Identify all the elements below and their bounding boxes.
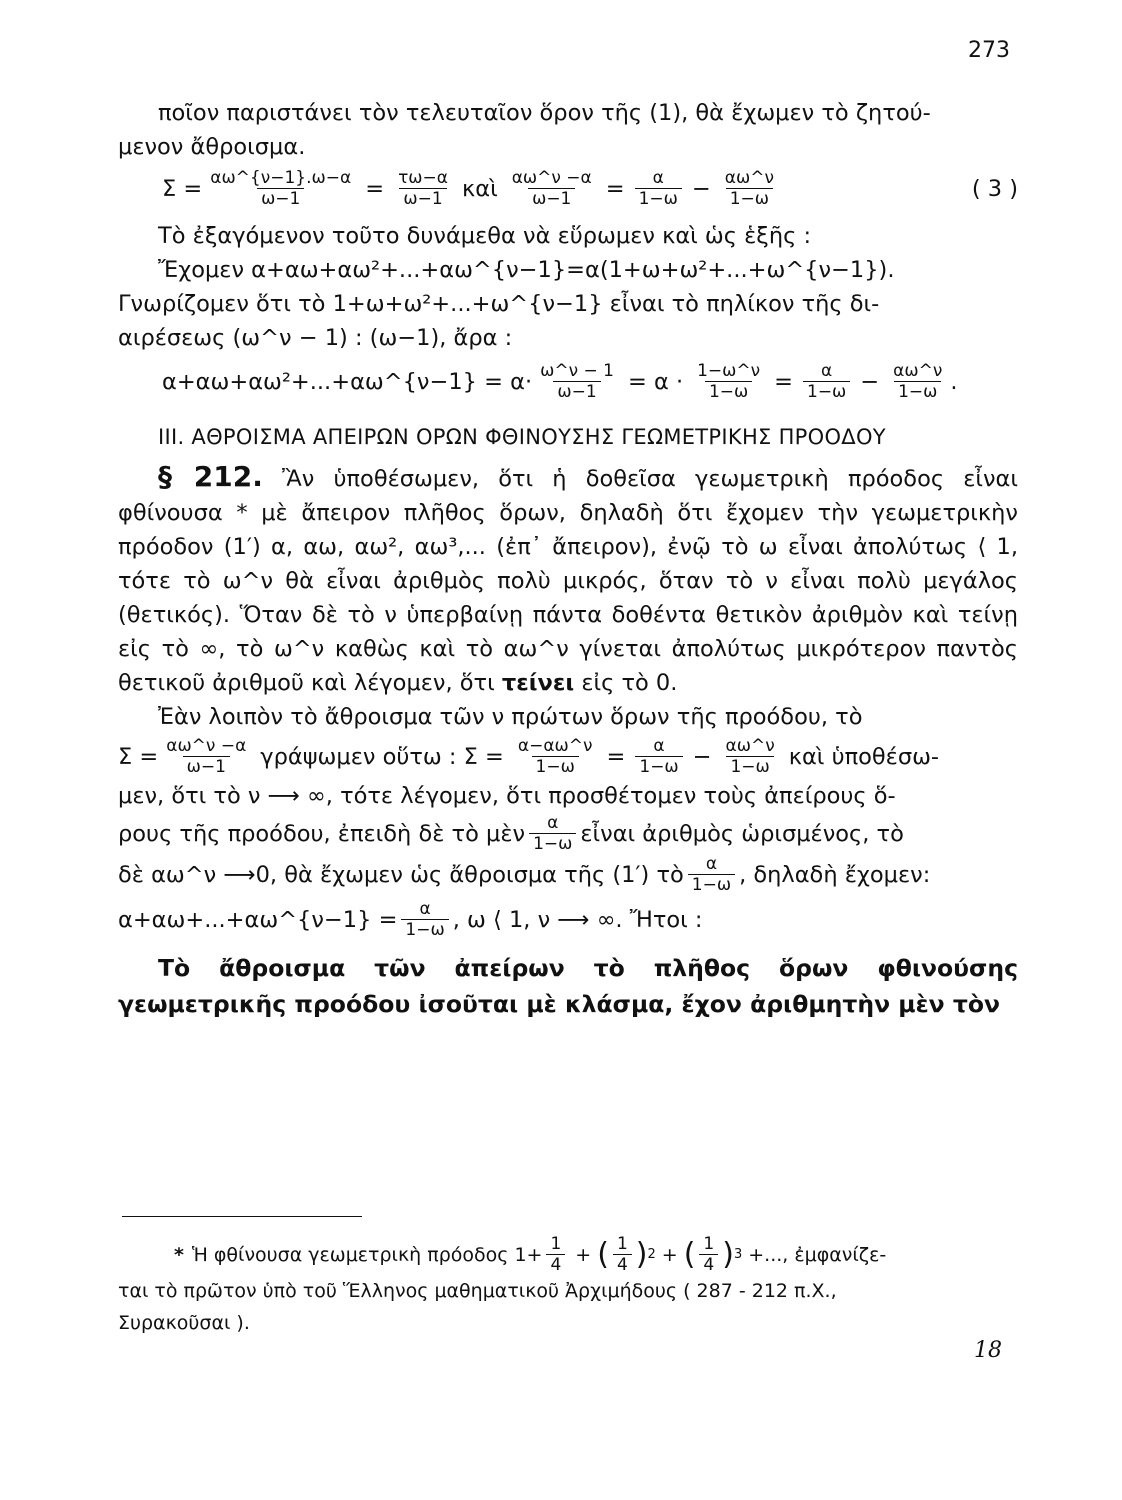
eqsum-f1-num: ω^ν − 1 xyxy=(540,361,614,381)
eqsigma-f4-num: αω^ν xyxy=(725,736,775,756)
para3-line-3b: , δηλαδὴ ἔχομεν: xyxy=(739,861,931,888)
eqsum-frac-4 xyxy=(889,361,946,402)
eqsigma-f1-num: αω^ν −α xyxy=(166,736,247,756)
eqsigma-text-2: καὶ ὑποθέσω- xyxy=(788,743,940,770)
footnote-f2-num: 1 xyxy=(616,1234,628,1254)
eqsigma-frac-1 xyxy=(162,736,250,777)
eq3-equals-2: = xyxy=(605,175,625,202)
footnote-paren-close-1: ) xyxy=(635,1236,648,1272)
eqsigma-frac-3 xyxy=(635,736,682,777)
derive-line-1: Τὸ ἐξαγόμενον τοῦτο δυνάμεθα νὰ εὕρωμεν καὶ ὡς ἑξῆς : xyxy=(158,223,812,249)
footnote-f1-num: 1 xyxy=(550,1234,562,1254)
eqsum-f2-num: 1−ω^ν xyxy=(697,361,761,381)
section-212 xyxy=(118,460,1018,700)
footnote-exp-3: 3 xyxy=(733,1246,743,1262)
eq3-frac-2 xyxy=(394,168,452,209)
para3-line-2 xyxy=(118,813,1018,854)
eqsigma-text-1: γράψωμεν οὕτω : Σ = xyxy=(260,743,504,770)
eqsum-f4-num: αω^ν xyxy=(893,361,943,381)
eq3-f3-num: αω^ν −α xyxy=(511,168,592,188)
section-heading: III. ΑΘΡΟΙΣΜΑ ΑΠΕΙΡΩΝ ΟΡΩΝ ΦΘΙΝΟΥΣΗΣ ΓΕΩΜΕΤΡΙΚΗΣ ΠΡΟΟΔΟΥ xyxy=(158,425,886,449)
eqinf-rhs: , ω ⟨ 1, ν ⟶ ∞. Ἤτοι : xyxy=(452,906,703,933)
footnote-rule xyxy=(122,1216,362,1217)
eqsigma-f2-den: 1−ω xyxy=(532,756,579,777)
footnote-f3-den: 4 xyxy=(699,1254,718,1275)
eqsigma-sigma: Σ = xyxy=(118,743,159,770)
eq3-f1-den: ω−1 xyxy=(257,188,304,209)
para3-f1-num: α xyxy=(547,813,559,833)
eqsum-f2-den: 1−ω xyxy=(705,381,752,402)
eqsigma-f2-num: α−αω^ν xyxy=(517,736,593,756)
para3-f2-den: 1−ω xyxy=(688,874,735,895)
eq3-frac-5 xyxy=(721,168,778,209)
eq3-and: καὶ xyxy=(461,175,498,202)
footnote-paren-open-1: ( xyxy=(597,1236,609,1272)
eq3-f4-den: 1−ω xyxy=(635,188,682,209)
section-text: Ἂν ὑποθέσωμεν, ὅτι ἡ δοθεῖσα γεωμετρικὴ πρόοδος εἶναι φθίνουσα * μὲ ἄπειρον πλῆθος ὅρων, δηλαδὴ ὅτι ἔχομεν τὴν γεωμετρικὴν πρόοδον (1′) α, αω, αω², αω³,... (ἐπ᾽ ἄπειρον), ἐνῷ τὸ ω εἶναι ἀπολύτως ⟨ 1, τότε τὸ ω^ν θὰ εἶναι ἀριθμὸς πολὺ μικρός, ὅταν τὸ ν εἶναι πολὺ μεγάλος (θετικός). Ὅταν δὲ τὸ ν ὑπερβαίνῃ πάντα δοθέντα θετικὸν ἀριθμὸν καὶ τείνῃ εἰς τὸ ∞, τὸ ω^ν καθὼς καὶ τὸ αω^ν γίνεται ἀπολύτως μικρότερον παντὸς θετικοῦ ἀριθμοῦ καὶ λέγομεν, ὅτι xyxy=(118,466,1018,696)
footnote-paren-open-2: ( xyxy=(683,1236,696,1272)
eqsigma-f3-num: α xyxy=(653,736,665,756)
eqsum-f3-num: α xyxy=(821,361,833,381)
eqsum-end: . xyxy=(950,368,958,395)
eq3-f4-num: α xyxy=(652,168,664,188)
derive-line-3: Γνωρίζομεν ὅτι τὸ 1+ω+ω²+...+ω^{ν−1} εἶναι τὸ πηλίκον τῆς δι- xyxy=(118,291,880,317)
footnote-exp-2: 2 xyxy=(647,1246,656,1262)
section-tail: εἰς τὸ 0. xyxy=(581,670,678,696)
eq3-tag: ( 3 ) xyxy=(971,175,1018,202)
eq3-minus: − xyxy=(691,175,711,202)
footnote-frac-2 xyxy=(613,1234,632,1275)
section-bold-word: τείνει xyxy=(501,670,575,696)
eqsum-f1-den: ω−1 xyxy=(553,381,600,402)
eqsigma-minus: − xyxy=(692,743,712,770)
footnote-line-1 xyxy=(174,1234,1028,1275)
main-text xyxy=(118,96,1018,1022)
eqsigma-f1-den: ω−1 xyxy=(183,756,230,777)
footnote-frac-3 xyxy=(699,1234,718,1275)
sheet-number: 18 xyxy=(974,1338,1002,1363)
footnote-line-3: Συρακοῦσαι ). xyxy=(118,1312,250,1334)
intro-line-2: μενον ἄθροισμα. xyxy=(118,134,306,160)
eqinf-lhs: α+αω+...+αω^{ν−1} = xyxy=(118,906,398,933)
para3-line-2a: ρους τῆς προόδου, ἐπειδὴ δὲ τὸ μὲν xyxy=(118,820,526,847)
eq3-equals: = xyxy=(365,175,385,202)
page-number: 273 xyxy=(968,38,1010,63)
para3-frac-1 xyxy=(529,813,576,854)
theorem-text: Τὸ ἄθροισμα τῶν ἀπείρων τὸ πλῆθος ὅρων φθινούσης γεωμετρικῆς προόδου ἰσοῦται μὲ κλάσμα, ἔχον ἀριθμητὴν μὲν τὸν xyxy=(118,954,1018,1018)
footnote-paren-close-2: ) xyxy=(722,1236,734,1272)
footnote-f2-den: 4 xyxy=(613,1254,632,1275)
eq3-f1-num: αω^{ν−1}.ω−α xyxy=(210,168,352,188)
derive-line-4: αιρέσεως (ω^ν − 1) : (ω−1), ἄρα : xyxy=(118,325,513,351)
intro-line-1: ποῖον παριστάνει τὸν τελευταῖον ὅρον τῆς (1), θὰ ἔχωμεν τὸ ζητού- xyxy=(158,100,931,126)
footnote-f3-num: 1 xyxy=(703,1234,715,1254)
para3-frac-2 xyxy=(688,854,735,895)
para3-line-3a: δὲ αω^ν ⟶0, θὰ ἔχωμεν ὡς ἄθροισμα τῆς (1′) τὸ xyxy=(118,861,684,888)
footnote-text-2: +..., ἐμφανίζε- xyxy=(748,1243,887,1266)
footnote-plus-1: + xyxy=(575,1243,592,1266)
eqsum-minus: − xyxy=(860,368,880,395)
equation-sum xyxy=(162,361,1018,402)
para3-line-3 xyxy=(118,854,1018,895)
footnote-plus-2: + xyxy=(661,1243,678,1266)
footnote-frac-1 xyxy=(546,1234,565,1275)
eqinf-frac xyxy=(401,899,448,940)
footnote-text-1: Ἡ φθίνουσα γεωμετρικὴ πρόοδος 1+ xyxy=(191,1243,543,1266)
eqsigma-f4-den: 1−ω xyxy=(726,756,773,777)
derive-line-2: Ἔχομεν α+αω+αω²+...+αω^{ν−1}=α(1+ω+ω²+...+ω^{ν−1}). xyxy=(158,257,895,283)
eqsigma-frac-2 xyxy=(514,736,597,777)
eqinf-num: α xyxy=(419,899,431,919)
eqsum-frac-1 xyxy=(536,361,618,402)
eq3-frac-4 xyxy=(635,168,682,209)
eqsum-mid: = α · xyxy=(627,368,684,395)
eq3-frac-3 xyxy=(508,168,596,209)
eq3-frac-1 xyxy=(206,168,355,209)
eq3-f5-den: 1−ω xyxy=(726,188,773,209)
eqsum-lhs: α+αω+αω²+...+αω^{ν−1} = α· xyxy=(162,368,533,395)
eqsum-f3-den: 1−ω xyxy=(803,381,850,402)
footnote-line-2: ται τὸ πρῶτον ὑπὸ τοῦ Ἕλληνος μαθηματικοῦ Ἀρχιμήδους ( 287 - 212 π.Χ., xyxy=(118,1280,837,1302)
equation-3 xyxy=(162,168,1018,209)
footnote-f1-den: 4 xyxy=(546,1254,565,1275)
eqsigma-equals: = xyxy=(606,743,626,770)
eqsum-frac-2 xyxy=(693,361,764,402)
footnote-star: * xyxy=(174,1243,184,1266)
eq3-f3-den: ω−1 xyxy=(528,188,575,209)
section-label: § 212. xyxy=(158,460,263,493)
eqsum-equals: = xyxy=(774,368,793,395)
eq3-f2-num: τω−α xyxy=(398,168,448,188)
eq3-f5-num: αω^ν xyxy=(724,168,774,188)
eqsum-f4-den: 1−ω xyxy=(894,381,941,402)
eqsum-frac-3 xyxy=(803,361,850,402)
eqsigma-frac-4 xyxy=(722,736,779,777)
para3-line-1: μεν, ὅτι τὸ ν ⟶ ∞, τότε λέγομεν, ὅτι προσθέτομεν τοὺς ἀπείρους ὅ- xyxy=(118,783,896,809)
equation-sigma xyxy=(118,736,1018,777)
eqsigma-f3-den: 1−ω xyxy=(635,756,682,777)
para3-line-2b: εἶναι ἀριθμὸς ὡρισμένος, τὸ xyxy=(580,820,904,847)
para2-line-1: Ἐὰν λοιπὸν τὸ ἄθροισμα τῶν ν πρώτων ὅρων τῆς προόδου, τὸ xyxy=(158,704,863,730)
para3-f2-num: α xyxy=(705,854,718,874)
eq3-f2-den: ω−1 xyxy=(399,188,446,209)
para3-f1-den: 1−ω xyxy=(529,833,576,854)
footnote xyxy=(118,1234,1028,1339)
equation-infinite xyxy=(118,899,1018,940)
eqinf-den: 1−ω xyxy=(401,919,448,940)
eq3-sigma: Σ = xyxy=(162,175,203,202)
